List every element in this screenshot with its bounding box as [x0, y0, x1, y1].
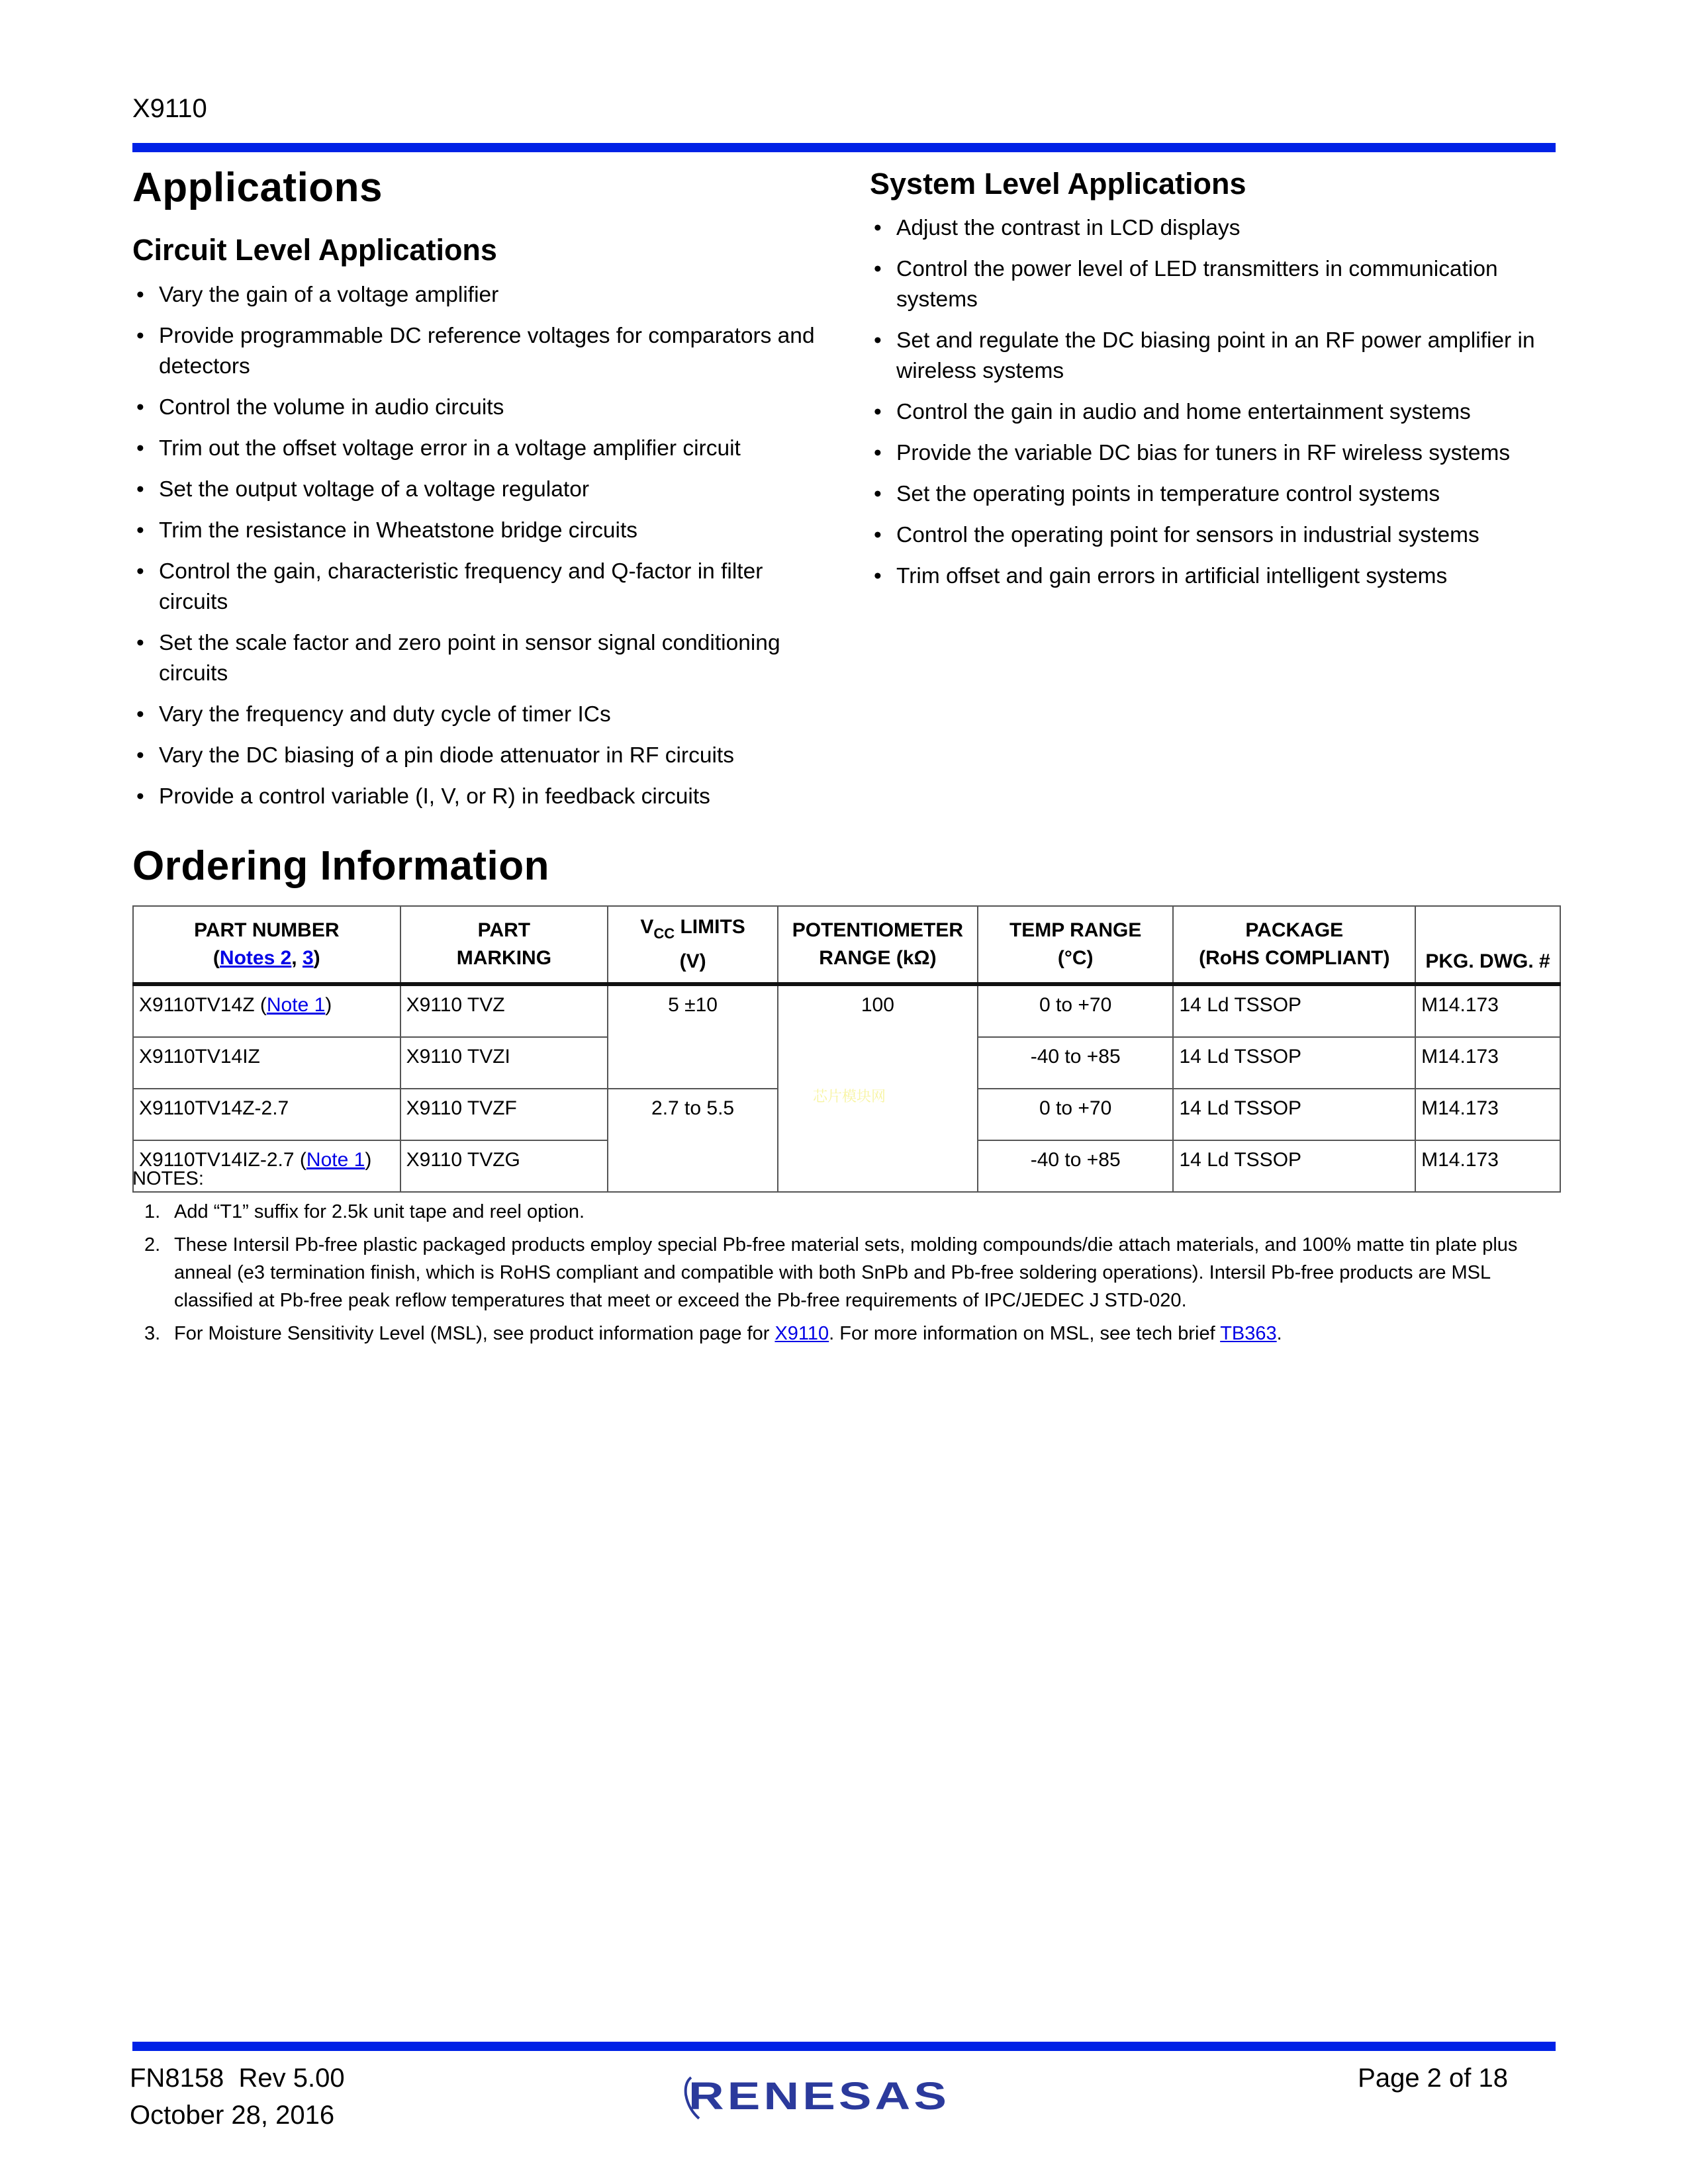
cell-part-number: X9110TV14IZ [133, 1037, 400, 1089]
list-item: • Vary the frequency and duty cycle of timer ICs [132, 700, 834, 730]
renesas-logo [682, 2068, 960, 2121]
col-vcc-limits: $V_{CC}$ LIMITS (V) [608, 906, 778, 984]
cell-part-number: X9110TV14Z (Note 1) [133, 984, 400, 1037]
list-item: • Vary the gain of a voltage amplifier [132, 280, 834, 310]
list-item: • Set and regulate the DC biasing point in an RF power amplifier in wireless systems [870, 326, 1571, 387]
list-item: • Trim out the offset voltage error in a voltage amplifier circuit [132, 433, 834, 464]
list-item: • Set the scale factor and zero point in sensor signal conditioning circuits [132, 628, 834, 689]
list-item: • Trim the resistance in Wheatstone bridge circuits [132, 516, 834, 546]
list-item: • Adjust the contrast in LCD displays [870, 213, 1571, 244]
cell-vcc-limits: 5 ±10 [608, 984, 778, 1089]
col-part-number: PART NUMBER (Notes 2, 3) [133, 906, 400, 984]
notes-2-link[interactable]: Notes 2 [219, 947, 292, 969]
cell-part-marking: X9110 TVZI [400, 1037, 608, 1089]
cell-part-marking: X9110 TVZF [400, 1089, 608, 1140]
circuit-level-heading: Circuit Level Applications [132, 233, 497, 267]
cell-potentiometer-range: 100 [778, 984, 978, 1192]
system-level-list [870, 213, 1571, 602]
list-item: • Set the output voltage of a voltage regulator [132, 475, 834, 505]
note-1-link[interactable]: Note 1 [306, 1149, 365, 1171]
table-header-row [133, 906, 1560, 984]
note-item: 1. Add “T1” suffix for 2.5k unit tape and reel option. [144, 1201, 585, 1222]
cell-temp-range: -40 to +85 [978, 1140, 1174, 1192]
tb363-link[interactable]: TB363 [1220, 1323, 1277, 1344]
footer-rule [132, 2042, 1556, 2051]
col-pkg-dwg: PKG. DWG. # [1415, 906, 1560, 984]
note-1-link[interactable]: Note 1 [266, 994, 326, 1016]
cell-pkg-dwg: M14.173 [1415, 984, 1560, 1037]
list-item: • Control the volume in audio circuits [132, 392, 834, 423]
col-part-marking: PART MARKING [400, 906, 608, 984]
ordering-heading: Ordering Information [132, 843, 549, 889]
list-item: • Provide a control variable (I, V, or R) in feedback circuits [132, 782, 834, 812]
list-item: • Set the operating points in temperature control systems [870, 479, 1571, 510]
list-item: • Provide programmable DC reference voltages for comparators and detectors [132, 321, 834, 382]
cell-pkg-dwg: M14.173 [1415, 1089, 1560, 1140]
table-row [133, 984, 1560, 1037]
watermark-text: 芯片模块网 [813, 1088, 886, 1105]
note-item: 3. For Moisture Sensitivity Level (MSL), see product information page for X9110. For more information on MSL, see tech brief TB363. [144, 1323, 1282, 1344]
x9110-link[interactable]: X9110 [774, 1323, 829, 1344]
list-item: • Trim offset and gain errors in artificial intelligent systems [870, 561, 1571, 592]
doc-date: October 28, 2016 [130, 2101, 335, 2130]
cell-part-marking: X9110 TVZ [400, 984, 608, 1037]
document-title: X9110 [132, 94, 207, 123]
list-item: • Control the power level of LED transmitters in communication systems [870, 254, 1571, 315]
svg-text:RENESAS: RENESAS [688, 2075, 950, 2118]
cell-part-marking: X9110 TVZG [400, 1140, 608, 1192]
renesas-logo-icon [682, 2068, 960, 2121]
cell-temp-range: 0 to +70 [978, 984, 1174, 1037]
list-item: • Control the gain, characteristic frequency and Q-factor in filter circuits [132, 557, 834, 617]
notes-label: NOTES: [132, 1168, 204, 1189]
col-temp-range: TEMP RANGE (°C) [978, 906, 1174, 984]
cell-temp-range: 0 to +70 [978, 1089, 1174, 1140]
cell-package: 14 Ld TSSOP [1173, 1037, 1415, 1089]
doc-number: FN8158 Rev 5.00 [130, 2064, 345, 2093]
list-item: • Vary the DC biasing of a pin diode attenuator in RF circuits [132, 741, 834, 771]
applications-heading: Applications [132, 165, 383, 210]
page-number: Page 2 of 18 [1358, 2064, 1508, 2093]
notes-section [132, 1165, 1562, 1353]
footer-doc-info [130, 2060, 345, 2134]
cell-part-number: X9110TV14Z-2.7 [133, 1089, 400, 1140]
circuit-level-list [132, 280, 834, 823]
col-potentiometer-range: POTENTIOMETER RANGE (kΩ) [778, 906, 978, 984]
col-package: PACKAGE (RoHS COMPLIANT) [1173, 906, 1415, 984]
cell-vcc-limits: 2.7 to 5.5 [608, 1089, 778, 1192]
header-rule [132, 143, 1556, 152]
list-item: • Provide the variable DC bias for tuners in RF wireless systems [870, 438, 1571, 469]
ordering-table [132, 905, 1561, 1193]
list-item: • Control the gain in audio and home entertainment systems [870, 397, 1571, 428]
notes-3-link[interactable]: 3 [302, 947, 314, 969]
cell-temp-range: -40 to +85 [978, 1037, 1174, 1089]
cell-package: 14 Ld TSSOP [1173, 1140, 1415, 1192]
cell-package: 14 Ld TSSOP [1173, 1089, 1415, 1140]
note-item: 2. These Intersil Pb-free plastic packaged products employ special Pb-free material sets, molding compounds/die attach materials, and 100% matte tin plate plus anneal (e3 termination finish, which is RoHS compliant and compatible with both SnPb and Pb-free soldering operations). Intersil Pb-free products are MSL classified at Pb-free peak reflow temperatures that meet or exceed the Pb-free requirements of IPC/JEDEC J STD-020. [144, 1234, 1518, 1311]
cell-pkg-dwg: M14.173 [1415, 1037, 1560, 1089]
system-level-heading: System Level Applications [870, 167, 1246, 201]
list-item: • Control the operating point for sensors in industrial systems [870, 520, 1571, 551]
cell-package: 14 Ld TSSOP [1173, 984, 1415, 1037]
cell-pkg-dwg: M14.173 [1415, 1140, 1560, 1192]
cell-part-number: X9110TV14IZ-2.7 (Note 1) [133, 1140, 400, 1192]
notes-list [132, 1198, 1562, 1347]
